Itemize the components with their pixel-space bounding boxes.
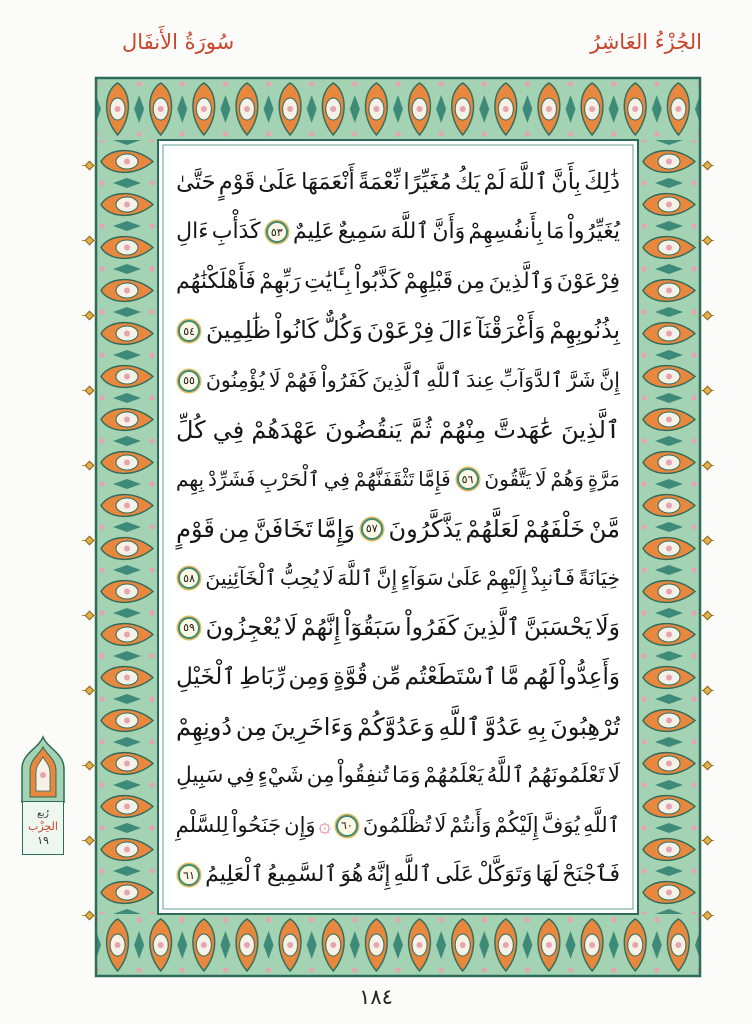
verse-line [174,751,622,800]
frame-side-ornament [82,760,96,770]
hizb-number: ١٩ [37,833,49,847]
word: وَتَوَكَّلْ [477,862,533,888]
word: عَلَىٰ [446,566,483,591]
word: فِي [323,467,350,492]
word: كُلِّ [176,415,206,444]
word: يَكُ [454,169,481,196]
frame-side-ornament [700,535,714,545]
ayah-number-marker: ٥٦ [457,468,479,490]
word: وَأَنتُمْ [449,813,492,838]
word: مِّن [371,663,402,690]
verse-line [174,702,622,751]
hizb-marker-label-box [22,801,64,855]
verse-line [174,207,622,256]
word: وَأَنَّ [432,219,466,245]
word: عَهْدَهُمْ [251,415,319,444]
word: شَيْءٍ [257,763,304,789]
word: كَفَرُواْ [405,613,459,642]
rub-el-hizb-symbol: ۞ [318,813,331,838]
word: تُرْهِبُونَ [550,712,620,741]
frame-side-ornament [700,310,714,320]
verse-line [174,455,622,504]
word: ٱلْحَرْبِ [259,467,320,492]
word: ٱلَّذِينَ [372,368,423,393]
hizb-label-top: رُبع [37,808,49,819]
frame-side-ornament [82,385,96,395]
word: مِن [235,712,267,741]
word: سَمِيعٌ [337,219,388,245]
word: عَلِيمٌ [292,219,335,245]
word: كَانُواْ [275,316,319,345]
verse-line [174,356,622,405]
word: قَوْمٍ [176,514,215,543]
frame-side-ornament [82,610,96,620]
frame-side-ornament [82,310,96,320]
frame-side-ornament [700,235,714,245]
word: حَتَّىٰ [176,169,216,196]
word: لَا [434,813,447,838]
frame-side-ornament [82,685,96,695]
word: يُؤْمِنُونَ [205,368,265,393]
frame-side-ornament [82,535,96,545]
word: ٱسْتَطَعْتُم [404,663,497,690]
ayah-number-marker: ٥٤ [178,320,200,342]
word: أَنْعَمَهَا [301,169,355,196]
word: تَثْقَفَنَّهُمْ [353,467,415,492]
word: تَعْلَمُونَهُمُ [527,763,605,789]
ayah-number-marker: ٦١ [178,864,200,886]
word: بِأَنفُسِهِمْ [468,219,543,245]
word: عِندَ [466,368,496,393]
word: بِذُنُوبِهِمْ [549,316,620,345]
word: قُوَّةٍ [332,663,368,690]
verse-line [174,603,622,652]
word: سَوَآءٍ [400,566,444,591]
word: وَكُلٌّ [322,316,363,345]
juz-title: الجُزْءُ العَاشِرُ [590,30,702,54]
verse-line [174,405,622,454]
word: لَهُم [522,663,556,690]
word: ٱلَّذِينَ [561,415,620,444]
word: وَمِن [288,663,330,690]
word: عَٰهَدتَّ [493,415,554,444]
word: لَا [535,467,547,492]
frame-side-ornament [700,160,714,170]
word: وَعَدُوَّكُمْ [357,712,435,741]
word: يُوَفَّ [541,813,581,838]
frame-side-ornament [700,835,714,845]
word: تُنفِقُواْ [337,763,389,789]
word: وَأَعِدُّواْ [559,663,620,690]
word: ٱللَّهُ [486,763,525,789]
verse-line [174,801,622,850]
word: قَبْلِهِمْ [403,268,454,294]
word: ٱللَّهَ [337,566,374,591]
word: إِنَّ [376,566,398,591]
frame-side-ornament [700,610,714,620]
hizb-label-main: الحِزْب [28,819,58,833]
page-number: ١٨٤ [359,985,393,1009]
word: مِن [218,514,250,543]
ayah-number-marker: ٥٣ [266,221,288,243]
verse-line [174,306,622,355]
word: جَنَحُواْ [231,813,282,838]
verse-line [174,158,622,207]
word: بِهِ [526,712,547,741]
word: كَدَأْبِ [211,219,261,245]
word: ٱللَّهِ [438,712,481,741]
word: مَّا [500,663,520,690]
word: عَدُوَّ [484,712,523,741]
word: يَعْلَمُهُمْ [423,763,484,789]
word: رَبِّهِمْ [259,268,301,294]
hizb-marker-dome-icon [18,735,68,803]
word: عَلَى [435,862,475,888]
word: ٱللَّهِ [426,368,463,393]
verse-line [174,653,622,702]
frame-side-ornament [700,910,714,920]
word: يَحْسَبَنَّ [523,613,592,642]
word: فَأَهْلَكْنَٰهُم [176,268,256,294]
word: فَٱنبِذْ [530,566,575,591]
word: بِأَنَّ [551,169,581,196]
word: مَّنْ [588,514,620,543]
frame-side-ornament [82,910,96,920]
word: ٱلسَّمِيعُ [266,862,338,888]
ayah-number-marker: ٥٧ [361,518,383,540]
word: هُوَ [340,862,364,888]
word: فِي [212,415,245,444]
word: وَمَا [392,763,421,789]
word: إِلَيْهِمْ [486,566,528,591]
word: لَا [283,613,298,642]
word: بِهِم [176,467,205,492]
word: إِنَّ [599,368,620,393]
verse-text-block [174,158,622,900]
verse-line [174,850,622,899]
word: رِّبَاطِ [239,663,286,690]
word: يُعْجِزُونَ [205,613,281,642]
word: مِنْهُمْ [439,415,487,444]
word: كَفَرُواْ [321,368,369,393]
ayah-number-marker: ٥٥ [178,370,200,392]
word: لَهَا [535,862,560,888]
word: تُظْلَمُونَ [362,813,432,838]
word: فَهُمْ [284,368,318,393]
word: فِرْعَوْنَ [556,268,620,294]
frame-side-ornament [82,835,96,845]
surah-title: سُورَةُ الأَنفَال [122,30,235,54]
word: يَنقُضُونَ [325,415,403,444]
word: مَا [546,219,565,245]
word: مِن [456,268,486,294]
verse-line [174,257,622,306]
ayah-number-marker: ٥٩ [178,617,200,639]
word: يُغَيِّرُواْ [567,219,620,245]
word: ٱلدَّوَآبِّ [499,368,564,393]
word: لَا [268,368,281,393]
rub-al-hizb-margin-marker [18,735,68,857]
word: إِنَّهُ [366,862,391,888]
frame-side-ornament [700,685,714,695]
word: وَٱلَّذِينَ [488,268,554,294]
word: وَلَا [595,613,620,642]
word: مِن [306,763,335,789]
word: فِي [226,763,255,789]
word: فَٱجْنَحْ [562,862,620,888]
word: وَإِن [284,813,316,838]
word: ٱللَّهَ [508,169,549,196]
word: ٱللَّهِ [583,813,620,838]
word: كَذَّبُواْ [354,268,401,294]
word: سَبِيلِ [176,763,224,789]
word: ٱلْخَآئِنِينَ [205,566,277,591]
word: ٱلْخَيْلِ [176,663,236,690]
word: يَذَّكَّرُونَ [388,514,462,543]
word: فَإِمَّا [418,467,451,492]
ayah-number-marker: ٦٠ [336,815,358,837]
word: لَا [322,566,334,591]
word: لَعَلَّهُمْ [465,514,520,543]
word: خَلْفَهُمْ [523,514,586,543]
word: ءَالِ [176,219,209,245]
word: فَشَرِّدْ [208,467,256,492]
frame-band-right [638,140,700,914]
word: قَوْمٍ [218,169,256,196]
word: ثُمَّ [409,415,432,444]
frame-side-ornament [700,385,714,395]
word: ظَٰلِمِينَ [206,316,272,345]
word: مَرَّةٍ [587,467,620,492]
word: لِلسَّلْمِ [175,813,229,838]
word: ٱللَّهِ [393,862,433,888]
word: إِلَيْكُمْ [494,813,539,838]
frame-band-bottom [96,914,700,976]
frame-side-ornament [82,460,96,470]
word: إِنَّهُمْ [300,613,341,642]
frame-band-top [96,78,700,140]
word: ءَالَ [438,316,473,345]
word: وَهُمْ [550,467,584,492]
word: وَإِمَّا [316,514,355,543]
verse-line [174,504,622,553]
word: خِيَانَةً [578,566,620,591]
word: ٱلَّذِينَ [462,613,521,642]
word: بِـَٔايَٰتِ [304,268,352,294]
frame-side-ornament [82,160,96,170]
word: تَخَافَنَّ [253,514,313,543]
word: وَأَغْرَقْنَآ [476,316,546,345]
frame-side-ornament [82,235,96,245]
frame-band-left [96,140,158,914]
word: ٱلْعَلِيمُ [205,862,264,888]
frame-side-ornament [700,760,714,770]
word: ٱللَّهَ [390,219,430,245]
word: وَءَاخَرِينَ [270,712,354,741]
word: مُغَيِّرًا [403,169,452,196]
ayah-number-marker: ٥٨ [178,567,200,589]
frame-side-ornament [700,460,714,470]
word: يُحِبُّ [279,566,319,591]
word: لَا [607,763,620,789]
word: دُونِهِمْ [176,712,233,741]
word: عَلَىٰ [258,169,298,196]
word: ذَٰلِكَ [584,169,620,196]
word: يَتَّقُونَ [484,467,532,492]
verse-line [174,554,622,603]
word: فِرْعَوْنَ [366,316,435,345]
word: سَبَقُوٓاْ [344,613,402,642]
word: لَمْ [483,169,506,196]
word: نِّعْمَةً [357,169,401,196]
word: شَرَّ [566,368,596,393]
